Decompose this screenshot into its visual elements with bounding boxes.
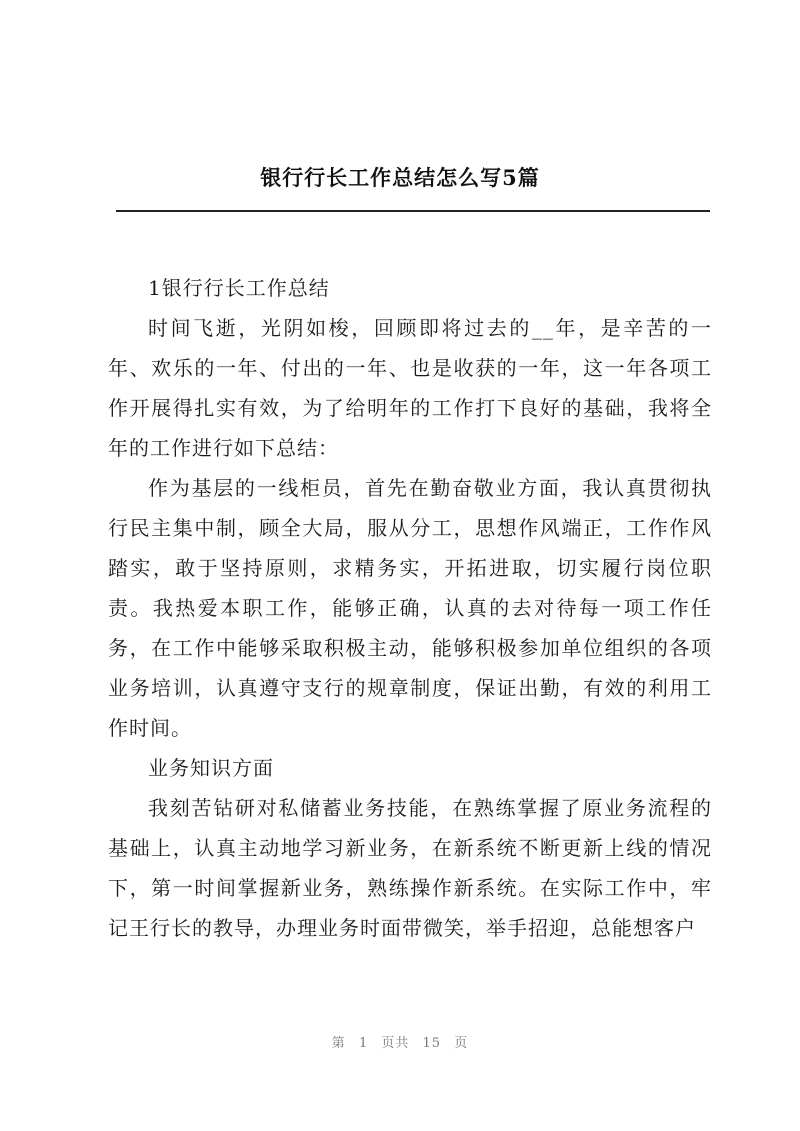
footer-current-page: 1 xyxy=(358,1036,369,1051)
section-heading: 1银行行长工作总结 xyxy=(148,276,330,300)
footer-pages-label: 页 xyxy=(454,1036,469,1051)
paragraph: 我刻苦钻研对私储蓄业务技能，在熟练掌握了原业务流程的基础上，认真主动地学习新业务，在新系统不断更新上线的情况下，第一时间掌握新业务，熟练操作新系统。在实际工作中，牢记王行长的教导，办理业务时面带微笑，举手招迎，总能想客户 xyxy=(108,796,712,940)
document-body xyxy=(108,268,712,948)
section-heading: 业务知识方面 xyxy=(148,756,274,780)
footer-page-label: 第 xyxy=(331,1036,346,1051)
paragraph: 时间飞逝，光阴如梭，回顾即将过去的__年，是辛苦的一年、欢乐的一年、付出的一年、也是收获的一年，这一年各项工作开展得扎实有效，为了给明年的工作打下良好的基础，我将全年的工作进行如下总结： xyxy=(108,316,712,460)
page-footer xyxy=(0,1032,800,1051)
title-divider xyxy=(116,210,710,212)
footer-of-label: 页共 xyxy=(381,1036,410,1051)
paragraph: 作为基层的一线柜员，首先在勤奋敬业方面，我认真贯彻执行民主集中制，顾全大局，服从分工，思想作风端正，工作作风踏实，敢于坚持原则，求精务实，开拓进取，切实履行岗位职责。我热爱本职工作，能够正确，认真的去对待每一项工作任务，在工作中能够采取积极主动，能够积极参加单位组织的各项业务培训，认真遵守支行的规章制度，保证出勤，有效的利用工作时间。 xyxy=(108,476,712,740)
footer-total-pages: 15 xyxy=(422,1036,442,1051)
document-title: 银行行长工作总结怎么写5篇 xyxy=(260,165,540,190)
